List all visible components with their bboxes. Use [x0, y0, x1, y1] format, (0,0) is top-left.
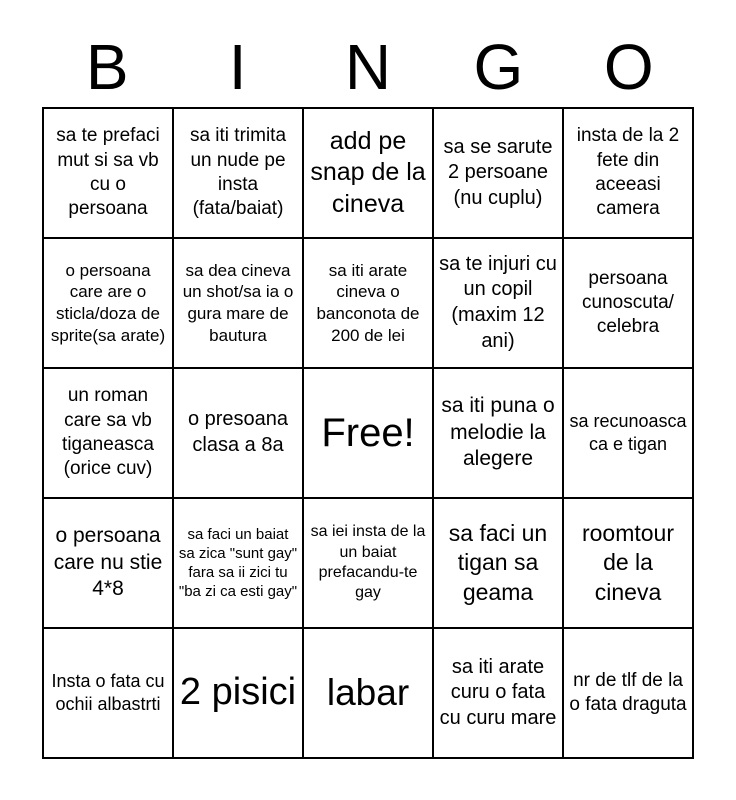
bingo-cell[interactable]: sa iti arate curu o fata cu curu mare [433, 628, 563, 758]
bingo-cell[interactable]: sa se sarute 2 persoane (nu cuplu) [433, 108, 563, 238]
bingo-cell[interactable]: o persoana care nu stie 4*8 [43, 498, 173, 628]
bingo-cell[interactable]: sa recunoasca ca e tigan [563, 368, 693, 498]
bingo-cell[interactable]: sa iti puna o melodie la alegere [433, 368, 563, 498]
bingo-cell[interactable]: sa iti trimita un nude pe insta (fata/baiat) [173, 108, 303, 238]
free-cell[interactable]: Free! [303, 368, 433, 498]
bingo-card [42, 0, 694, 759]
bingo-cell[interactable]: Insta o fata cu ochii albastrti [43, 628, 173, 758]
bingo-cell[interactable]: sa te injuri cu un copil (maxim 12 ani) [433, 238, 563, 368]
bingo-title [42, 0, 694, 107]
bingo-cell[interactable]: insta de la 2 fete din aceeasi camera [563, 108, 693, 238]
bingo-cell[interactable]: nr de tlf de la o fata draguta [563, 628, 693, 758]
bingo-cell[interactable]: labar [303, 628, 433, 758]
bingo-cell[interactable]: sa iei insta de la un baiat prefacandu-te gay [303, 498, 433, 628]
title-letter-n: N [344, 31, 392, 103]
bingo-cell[interactable]: sa faci un baiat sa zica "sunt gay" fara sa ii zici tu "ba zi ca esti gay" [173, 498, 303, 628]
bingo-cell[interactable]: o persoana care are o sticla/doza de sprite(sa arate) [43, 238, 173, 368]
title-letter-b: B [85, 31, 129, 103]
bingo-cell[interactable]: 2 pisici [173, 628, 303, 758]
bingo-cell[interactable]: sa te prefaci mut si sa vb cu o persoana [43, 108, 173, 238]
bingo-cell[interactable]: sa faci un tigan sa geama [433, 498, 563, 628]
bingo-grid [42, 107, 694, 759]
bingo-cell[interactable]: sa dea cineva un shot/sa ia o gura mare de bautura [173, 238, 303, 368]
title-letter-g: G [473, 31, 524, 103]
title-letter-i: I [228, 31, 247, 103]
title-letter-o: O [603, 31, 654, 103]
bingo-cell[interactable]: o presoana clasa a 8a [173, 368, 303, 498]
bingo-cell[interactable]: add pe snap de la cineva [303, 108, 433, 238]
bingo-cell[interactable]: roomtour de la cineva [563, 498, 693, 628]
bingo-cell[interactable]: persoana cunoscuta/ celebra [563, 238, 693, 368]
bingo-cell[interactable]: un roman care sa vb tiganeasca (orice cuv) [43, 368, 173, 498]
bingo-cell[interactable]: sa iti arate cineva o banconota de 200 de lei [303, 238, 433, 368]
